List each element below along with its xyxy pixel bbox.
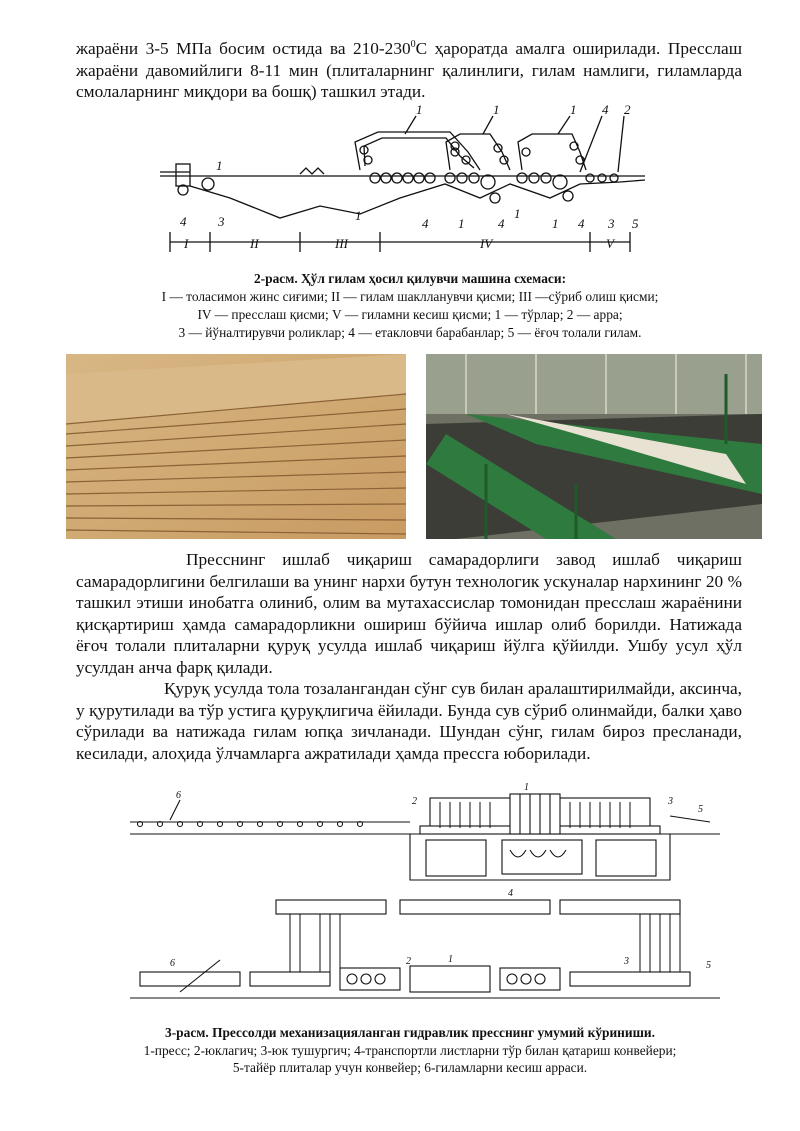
caption-line: 5-тайёр плиталар учун конвейер; 6-гиламларни кесиш арраси. [232, 1060, 588, 1075]
caption-line: 3 — йўналтирувчи роликлар; 4 — етакловчи барабанлар; 5 — ёғоч толали гилам. [178, 325, 642, 340]
fiberboard-stack-photo [66, 354, 406, 539]
diagram-label: 1 [514, 206, 521, 221]
zone-label: III [335, 236, 348, 251]
zone-label: II [250, 236, 259, 251]
diagram-label: 1 [448, 954, 453, 965]
diagram-label: 1 [416, 102, 423, 117]
diagram-label: 4 [180, 214, 187, 229]
diagram-label: 5 [706, 960, 711, 971]
figure3-caption [60, 1024, 760, 1077]
diagram-label: 4 [498, 216, 505, 231]
diagram-label: 6 [176, 790, 181, 801]
diagram-label: 1 [493, 102, 500, 117]
diagram-label: 5 [632, 216, 639, 231]
diagram-label: 4 [578, 216, 585, 231]
diagram-label: 3 [624, 956, 629, 967]
caption-title: 2-расм. Ҳўл гилам ҳосил қилувчи машина схемаси: [253, 271, 567, 286]
press-line-photo [426, 354, 762, 539]
paragraph-press-efficiency: Пресснинг ишлаб чиқариш самарадорлиги завод ишлаб чиқариш самарадорлигини белгилаши ва унинг нархи бутун технологик ускуналар нархининг 20 % ташкил этиши инобатга олиниб, олим ва мутахассислар томонидан пресслаш жараёнини қисқартириш ҳамда самарадорликни ошириш бўйича ишлар олиб борилди. Натижада ёғоч толали плиталарни қуруқ усулда ишлаб чиқариш йўлга қўйилди. Ушбу усул ҳўл усулдан анча фарқ қилади. [76, 550, 742, 677]
hydraulic-press-line-diagram [130, 780, 720, 1010]
figure2-caption [60, 270, 760, 342]
diagram-label: 2 [406, 956, 411, 967]
diagram-label: 2 [412, 796, 417, 807]
diagram-label: 5 [698, 804, 703, 815]
zone-label: V [606, 236, 614, 251]
diagram-label: 4 [602, 102, 609, 117]
diagram-label: 3 [608, 216, 615, 231]
caption-line: 1-пресс; 2-юклагич; 3-юк тушургич; 4-транспортли листларни тўр билан қатариш конвейери; [143, 1042, 677, 1058]
diagram-label: 1 [552, 216, 559, 231]
paragraph-text: С ҳароратда амалга оширилади. Пресслаш жараёни давомийлиги 8-11 мин (плиталарнинг қалинлиги, гилам намлиги, гиламларда смолаларнинг миқдори ва бошқ) ташкил этади. [76, 39, 742, 102]
diagram-label: 1 [458, 216, 465, 231]
caption-line: IV — пресслаш қисми; V — гиламни кесиш қисми; 1 — тўрлар; 2 — арра; [197, 307, 623, 322]
diagram-label: 3 [218, 214, 225, 229]
zone-label: I [184, 236, 189, 251]
diagram-label: 1 [216, 158, 223, 173]
caption-title: 3-расм. Прессолди механизацияланган гидравлик пресснинг умумий кўриниши. [165, 1025, 655, 1040]
diagram-label: 1 [355, 208, 362, 223]
degree-superscript: 0 [410, 39, 416, 51]
diagram-label: 1 [524, 782, 529, 793]
diagram-label: 4 [422, 216, 429, 231]
diagram-label: 1 [570, 102, 577, 117]
diagram-label: 6 [170, 958, 175, 969]
diagram-label: 4 [508, 888, 513, 899]
diagram-label: 2 [624, 102, 631, 117]
paragraph-pressing-parameters [76, 38, 742, 103]
paragraph-dry-method: Қуруқ усулда тола тозалангандан сўнг сув билан аралаштирилмайди, аксинча, у қурутилади ва тўр устига қуруқлигича ёйилади. Бунда сув сўриб олинмайди, балки ҳаво сўрилади ва натижада гилам юпқа зичланади. Шундан сўнг, гилам бироз пресланади, кесилади, алоҳида ўлчамларга ажратилади ҳамда прессга юборилади. [76, 679, 742, 763]
caption-line: I — толасимон жинс сиғими; II — гилам шаклланувчи қисми; III —сўриб олиш қисми; [161, 289, 659, 304]
diagram-label: 3 [668, 796, 673, 807]
wet-mat-machine-diagram [150, 102, 650, 262]
zone-label: IV [480, 236, 493, 251]
paragraph-text: жараёни 3-5 МПа босим остида ва 210-230 [76, 39, 411, 58]
